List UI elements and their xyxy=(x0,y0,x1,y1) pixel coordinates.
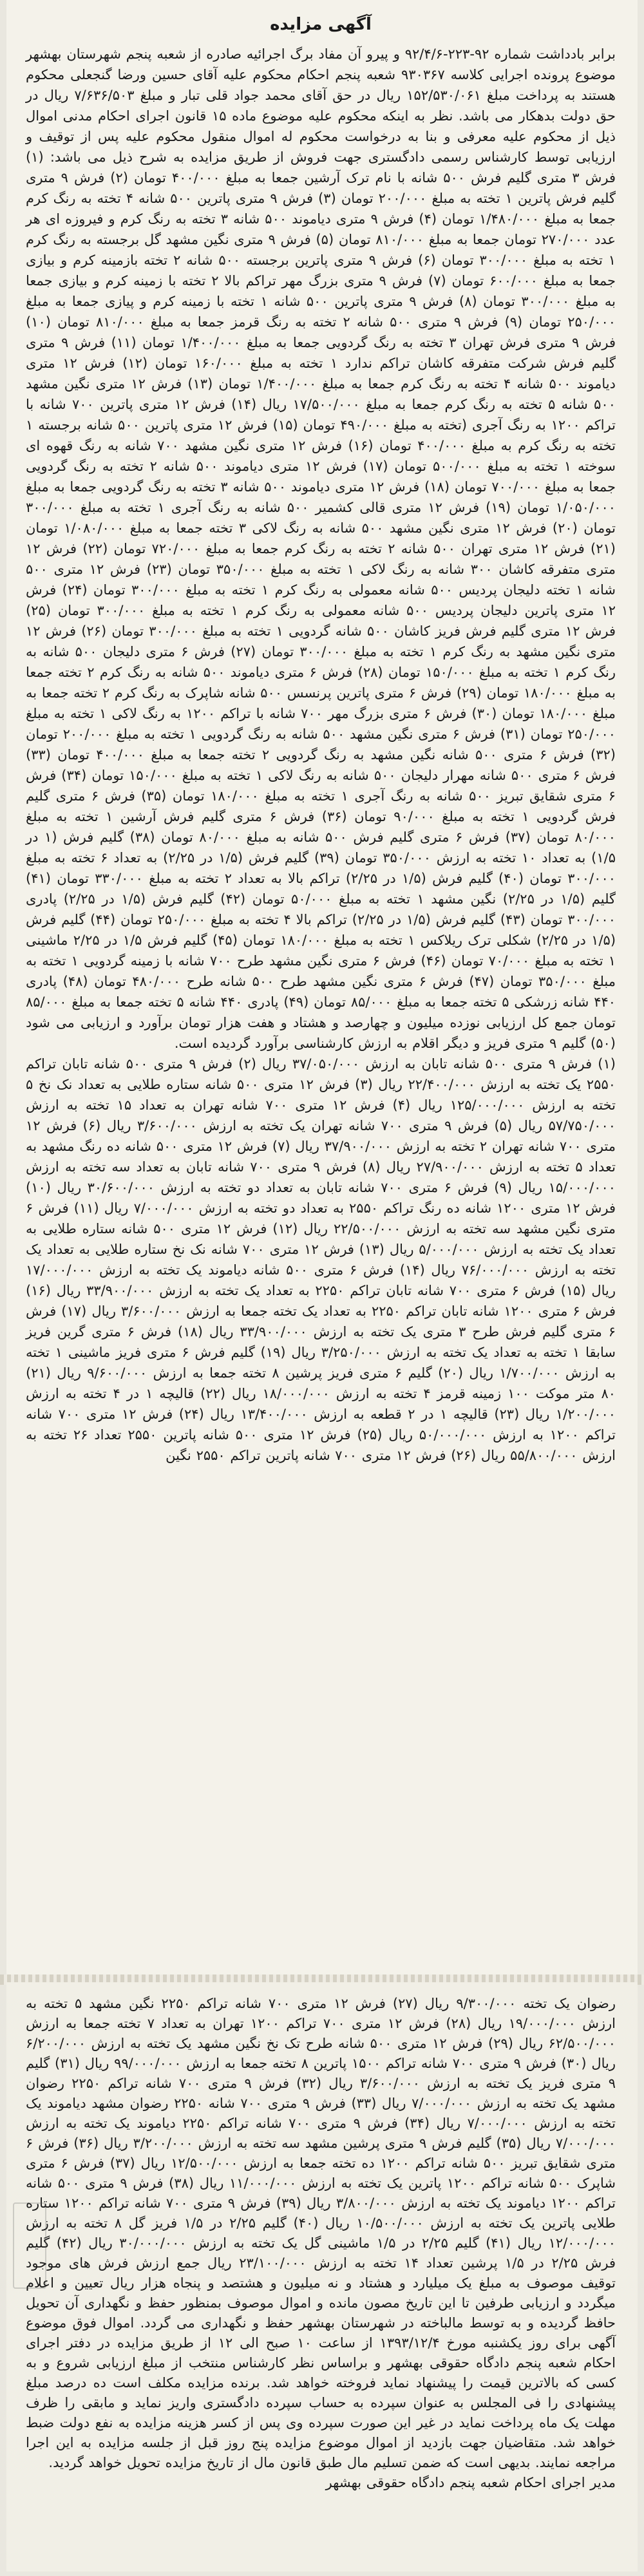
continuation-paragraph: رضوان یک تخته ۹/۳۰۰/۰۰۰ ریال (۲۷) فرش ۱۲ متری ۷۰۰ شانه تراکم ۲۲۵۰ نگین مشهد ۵ تخته به ارزش ۱۹/۰۰۰/۰۰۰ ریال (۲۸) فرش ۱۲ متری ۷۰۰ تراکم ۱۲۰۰ تهران به تعداد ۷ تخته جمعا به ارزش ۶۲/۵۰۰/۰۰۰ ریال (۲۹) فرش ۱۲ متری ۵۰۰ شانه طرح تک نخ نگین مشهد یک تخته به ارزش ۶/۲۰۰/۰۰۰ ریال (۳۰) فرش ۹ متری ۷۰۰ شانه تراکم ۱۵۰۰ پاترین ۸ تخته جمعا به ارزش ۹۹/۰۰۰/۰۰۰ ریال (۳۱) گلیم ۹ متری فریز یک تخته به ارزش ۳/۶۰۰/۰۰۰ ریال (۳۲) فرش ۹ متری ۷۰۰ شانه تراکم ۲۲۵۰ رضوان مشهد یک تخته به ارزش ۷/۰۰۰/۰۰۰ ریال (۳۳) فرش ۹ متری ۷۰۰ شانه ۲۲۵۰ رضوان مشهد دیاموند یک تخته به ارزش ۷/۰۰۰/۰۰۰ ریال (۳۴) فرش ۹ متری ۷۰۰ شانه تراکم ۲۲۵۰ دیاموند یک تخته به ارزش ۷/۰۰۰/۰۰۰ ریال (۳۵) گلیم فرش ۹ متری پرشین مشهد سه تخته به ارزش ۳/۲۰۰/۰۰۰ ریال (۳۶) فرش ۶ متری شقایق تبریز ۵۰۰ شانه تراکم ۱۲۰۰ ده تخته جمعا به ارزش ۱۲/۵۰۰/۰۰۰ ریال (۳۷) فرش ۶ متری شاپرک ۵۰۰ شانه تراکم ۱۲۰۰ پاترین یک تخته به ارزش ۱۱/۰۰۰/۰۰۰ ریال (۳۸) فرش ۹ متری ۵۰۰ شانه تراکم ۱۲۰۰ دیاموند یک تخته به ارزش ۳/۸۰۰/۰۰۰ ریال (۳۹) فرش ۹ متری ۷۰۰ شانه تراکم ۱۲۰۰ ستاره طلایی پاترین یک تخته به ارزش ۱۰/۵۰۰/۰۰۰ ریال (۴۰) گلیم ۲/۲۵ در ۱/۵ فریز گل ۸ تخته به ارزش ۱۲/۰۰۰/۰۰۰ ریال (۴۱) گلیم ۲/۲۵ در ۱/۵ ماشینی گل یک تخته به ارزش ۳۰/۰۰۰/۰۰۰ ریال (۴۲) گلیم فرش ۲/۲۵ در ۱/۵ پرشین تعداد ۱۴ تخته به ارزش ۲۳/۱۰۰/۰۰۰ ریال جمع ارزش فرش های موجود توقیف موصوف به مبلغ یک میلیارد و هشتاد و نه میلیون و هشتصد و پنجاه هزار ریال تعیین و اعلام میگردد و ارزیابی طرفین تا این تاریخ مصون مانده و اموال موصوف بمنظور حفظ و نگهداری آن تحویل حافظ گردیده و به توسط مالباخته در شهرستان بهشهر حفظ و نگهداری می گردد. اموال فوق موضوع آگهی برای روز یکشنبه مورخ ۱۳۹۳/۱۲/۴ از ساعت ۱۰ صبح الی ۱۲ از طریق مزایده در دفتر اجرای احکام شعبه پنجم دادگاه حقوقی بهشهر و براساس نظر کارشناس منتخب از مبلغ ارزیابی شروع و به کسی که بالاترین قیمت را پیشنهاد نماید فروخته خواهد شد. برنده مزایده مکلف است ده درصد مبلغ پیشنهادی را فی المجلس به عنوان سپرده به حساب سپرده دادگستری واریز نماید و مابقی را ظرف مهلت یک ماه پرداخت نماید در غیر این صورت سپرده وی پس از کسر هزینه مزایده به نفع دولت ضبط خواهد شد. متقاضیان جهت بازدید از اموال موضوع مزایده پنج روز قبل از جلسه مزایده به این اجرا مراجعه نمایند. بدیهی است که ضمن تسلیم مال طبق قانون مال از تاریخ مزایده تحویل خواهد گردید. xyxy=(26,1996,616,2470)
notice-title: آگهی مزایده xyxy=(270,15,372,34)
stamp-mark xyxy=(13,2202,46,2289)
notice-continuation-clipping xyxy=(6,1982,638,2571)
auction-notice-clipping xyxy=(6,0,638,1980)
notice-paragraph-2: (۱) فرش ۹ متری ۵۰۰ شانه تابان به ارزش ۳۷/۰۵۰/۰۰۰ ریال (۲) فرش ۹ متری ۵۰۰ شانه تابان تراکم ۲۵۵۰ یک تخته به ارزش ۲۲/۴۰۰/۰۰۰ ریال (۳) فرش ۱۲ متری ۵۰۰ شانه ستاره طلایی به تعداد نک نخ ۵ تخته به ارزش ۱۲۵/۰۰۰/۰۰۰ ریال (۴) فرش ۱۲ متری ۷۰۰ شانه تهران به تعداد ۱۵ تخته به ارزش ۵۷/۷۵۰/۰۰۰ ریال (۵) فرش ۹ متری ۷۰۰ شانه تهران یک تخته به ارزش ۳/۶۰۰/۰۰۰ ریال (۶) فرش ۱۲ متری ۷۰۰ شانه تهران ۲ تخته به ارزش ۳۷/۹۰۰/۰۰۰ ریال (۷) فرش ۱۲ متری ۵۰۰ شانه ده رنگ مشهد به تعداد ۵ تخته به ارزش ۲۷/۹۰۰/۰۰۰ ریال (۸) فرش ۹ متری ۷۰۰ شانه تابان به تعداد سه تخته به ارزش ۱۵/۰۰۰/۰۰۰ ریال (۹) فرش ۶ متری ۷۰۰ شانه تابان به تعداد دو تخته به ارزش ۳۰/۶۰۰/۰۰۰ ریال (۱۰) فرش ۱۲ متری ۱۲۰۰ شانه ده رنگ تراکم ۲۵۵۰ به تعداد دو تخته به ارزش ۷/۰۰۰/۰۰۰ ریال (۱۱) فرش ۶ متری نگین مشهد سه تخته به ارزش ۲۲/۵۰۰/۰۰۰ ریال (۱۲) فرش ۱۲ متری ۵۰۰ شانه ستاره طلایی به تعداد یک تخته به ارزش ۵/۰۰۰/۰۰۰ ریال (۱۳) فرش ۱۲ متری ۷۰۰ شانه نک نخ ستاره طلایی به تعداد یک تخته به ارزش ۷۶/۰۰۰/۰۰۰ ریال (۱۴) فرش ۶ متری ۵۰۰ شانه دیاموند یک تخته به ارزش ۱۷/۰۰۰/۰۰۰ ریال (۱۵) فرش ۶ متری ۷۰۰ شانه تابان تراکم ۲۲۵۰ به تعداد یک تخته به ارزش ۳۳/۹۰۰/۰۰۰ ریال (۱۶) فرش ۶ متری ۱۲۰۰ شانه تابان تراکم ۲۲۵۰ به تعداد یک تخته جمعا به ارزش ۳/۶۰۰/۰۰۰ ریال (۱۷) فرش ۶ متری گلیم فرش طرح ۳ متری یک تخته به ارزش ۳۳/۹۰۰/۰۰۰ ریال (۱۸) فرش ۶ متری گرین فریز سابقا ۱ تخته به تعداد یک تخته به ارزش ۳/۲۵۰/۰۰۰ ریال (۱۹) گلیم فرش ۶ متری فریز ماشینی ۱ تخته به ارزش ۱/۷۰۰/۰۰۰ ریال (۲۰) گلیم ۶ متری فریز پرشین ۸ تخته جمعا به ارزش ۹/۶۰۰/۰۰۰ ریال (۲۱) ۸۰ متر موکت ۱۰۰ زمینه قرمز ۴ تخته به ارزش ۱۸/۰۰۰/۰۰۰ ریال (۲۲) قالیچه ۱ در ۴ تخته به ارزش ۱/۲۰۰/۰۰۰ ریال (۲۳) قالیچه ۱ در ۲ قطعه به ارزش ۱۳/۴۰۰/۰۰۰ ریال (۲۴) فرش ۱۲ متری ۷۰۰ شانه تراکم ۱۲۰۰ به ارزش ۵۰/۰۰۰/۰۰۰ ریال (۲۵) فرش ۱۲ متری ۵۰۰ شانه پاترین ۲۵۵۰ تعداد ۲۶ تخته به ارزش ۵۵/۸۰۰/۰۰۰ ریال (۲۶) فرش ۱۲ متری ۷۰۰ شانه پاترین تراکم ۲۵۵۰ نگین xyxy=(26,1056,616,1463)
notice-paragraph-1: برابر بادداشت شماره ۹۲-۲۲۳-۹۲/۴/۶ و پیرو آن مفاد برگ اجرائیه صادره از شعبه پنجم شهرستان بهشهر موضوع پرونده اجرایی کلاسه ۹۳۰۳۶۷ شعبه پنجم احکام محکوم علیه آقای حسین ورضا گنجعلی محکوم هستند به پرداخت مبلغ ۱۵۲/۵۳۰/۰۶۱ ریال در حق آقای محمد جواد قلی تبار و مبلغ ۷/۶۳۶/۵۰۳ ریال در حق دولت بدهکار می باشد. نظر به اینکه محکوم علیه موضوع ماده ۱۵ قانون اجرای احکام مدنی اموال ذیل از محکوم علیه معرفی و بنا به درخواست محکوم له اموال منقول محکوم علیه پس از توقیف و ارزیابی توسط کارشناس رسمی دادگستری جهت فروش از طریق مزایده به شرح ذیل می باشد: (۱) فرش ۳ متری گلیم فرش ۵۰۰ شانه با نام ترک آرشین جمعا به مبلغ ۴۰۰/۰۰۰ تومان (۲) فرش ۹ متری گلیم فرش پاترین ۱ تخته به مبلغ ۲۰۰/۰۰۰ تومان (۳) فرش ۹ متری پاترین ۵۰۰ شانه ۴ تخته به رنگ کرم جمعا به مبلغ ۱/۴۸۰/۰۰۰ تومان (۴) فرش ۹ متری دیاموند ۵۰۰ شانه ۳ تخته به رنگ کرم و فیروزه ای هر عدد ۲۷۰/۰۰۰ تومان جمعا به مبلغ ۸۱۰/۰۰۰ تومان (۵) فرش ۹ متری نگین مشهد گل برجسته به رنگ کرم ۱ تخته به مبلغ ۳۰۰/۰۰۰ تومان (۶) فرش ۹ متری پاترین برجسته ۵۰۰ شانه ۲ تخته بازمینه کرم و بیازی جمعا به مبلغ ۶۰۰/۰۰۰ تومان (۷) فرش ۹ متری بزرگ مهر تراکم بالا ۲ تخته با زمینه کرم و بیازی جمعا به مبلغ ۳۰۰/۰۰۰ تومان (۸) فرش ۹ متری پاترین ۵۰۰ شانه ۱ تخته با زمینه کرم و پیازی جمعا به مبلغ ۲۵۰/۰۰۰ تومان (۹) فرش ۹ متری ۵۰۰ شانه ۲ تخته به رنگ قرمز جمعا به مبلغ ۸۱۰/۰۰۰ تومان (۱۰) فرش ۹ متری فرش تهران ۳ تخته به رنگ گردویی جمعا به مبلغ ۱/۴۰۰/۰۰۰ تومان (۱۱) فرش ۹ متری گلیم فرش شرکت متفرقه کاشان تراکم ندارد ۱ تخته به مبلغ ۱۶۰/۰۰۰ تومان (۱۲) فرش ۱۲ متری دیاموند ۵۰۰ شانه ۴ تخته به رنگ کرم جمعا به مبلغ ۱/۴۰۰/۰۰۰ تومان (۱۳) فرش ۱۲ متری نگین مشهد ۵۰۰ شانه ۵ تخته به رنگ کرم جمعا به مبلغ ۱۷/۵۰۰/۰۰۰ ریال (۱۴) فرش ۱۲ متری پاترین ۷۰۰ شانه با تراکم ۱۲۰۰ به رنگ آجری (تخته به مبلغ ۴۹۰/۰۰۰ تومان (۱۵) فرش ۱۲ متری پاترین ۵۰۰ شانه برجسته ۱ تخته به رنگ کرم به مبلغ ۴۰۰/۰۰۰ تومان (۱۶) فرش ۱۲ متری نگین مشهد ۷۰۰ شانه به رنگ قهوه ای سوخته ۱ تخته به مبلغ ۵۰۰/۰۰۰ تومان (۱۷) فرش ۱۲ متری دیاموند ۵۰۰ شانه ۲ تخته به رنگ گردویی جمعا به مبلغ ۷۰۰/۰۰۰ تومان (۱۸) فرش ۱۲ متری دیاموند ۵۰۰ شانه ۳ تخته به رنگ گردویی جمعا به مبلغ ۱/۰۵۰/۰۰۰ تومان (۱۹) فرش ۱۲ متری قالی کشمیر ۵۰۰ شانه به رنگ آجری ۱ تخته به مبلغ ۳۰۰/۰۰۰ تومان (۲۰) فرش ۱۲ متری نگین مشهد ۵۰۰ شانه به رنگ لاکی ۳ تخته جمعا به مبلغ ۱/۰۸۰/۰۰۰ تومان (۲۱) فرش ۱۲ متری تهران ۵۰۰ شانه ۲ تخته به رنگ کرم جمعا به مبلغ ۷۲۰/۰۰۰ تومان (۲۲) فرش ۱۲ متری متفرقه کاشان ۳۰۰ شانه به رنگ لاکی ۱ تخته به مبلغ ۳۵۰/۰۰۰ تومان (۲۳) فرش ۱۲ متری ۵۰۰ شانه ۱ تخته دلیجان پردیس ۵۰۰ شانه معمولی به رنگ کرم ۱ تخته به مبلغ ۳۰۰/۰۰۰ تومان (۲۴) فرش ۱۲ متری پاترین دلیجان پردیس ۵۰۰ شانه معمولی به رنگ کرم ۱ تخته به مبلغ ۳۰۰/۰۰۰ تومان (۲۵) فرش ۱۲ متری گلیم فرش فریز کاشان ۵۰۰ شانه گردویی ۱ تخته به مبلغ ۳۰۰/۰۰۰ تومان (۲۶) فرش ۱۲ متری نگین مشهد به رنگ کرم ۱ تخته به مبلغ ۳۰۰/۰۰۰ تومان (۲۷) فرش ۶ متری دلیجان ۵۰۰ شانه به رنگ کرم ۱ تخته به مبلغ ۱۵۰/۰۰۰ تومان (۲۸) فرش ۶ متری دیاموند ۵۰۰ شانه به رنگ کرم ۲ تخته جمعا به مبلغ ۱۸۰/۰۰۰ تومان (۲۹) فرش ۶ متری پاترین پرنسس ۵۰۰ شانه شاپرک به رنگ کرم ۲ تخته جمعا به مبلغ ۱۸۰/۰۰۰ تومان (۳۰) فرش ۶ متری بزرگ مهر ۷۰۰ شانه با تراکم ۱۲۰۰ به رنگ لاکی ۱ تخته به مبلغ ۲۵۰/۰۰۰ تومان (۳۱) فرش ۶ متری نگین مشهد ۵۰۰ شانه به رنگ گردویی ۱ تخته به مبلغ ۲۰۰/۰۰۰ تومان (۳۲) فرش ۶ متری ۵۰۰ شانه نگین مشهد به رنگ گردویی ۲ تخته جمعا به مبلغ ۴۰۰/۰۰۰ تومان (۳۳) فرش ۶ متری ۵۰۰ شانه مهرار دلیجان ۵۰۰ شانه به رنگ لاکی ۱ تخته به مبلغ ۱۵۰/۰۰۰ تومان (۳۴) فرش ۶ متری شقایق تبریز ۵۰۰ شانه به رنگ آجری ۱ تخته به مبلغ ۱۸۰/۰۰۰ تومان (۳۵) فرش ۶ متری گلیم فرش گردویی ۱ تخته به مبلغ ۹۰/۰۰۰ تومان (۳۶) فرش ۶ متری گلیم فرش آرشین ۱ تخته به مبلغ ۸۰/۰۰۰ تومان (۳۷) فرش ۶ متری گلیم فرش ۵۰۰ شانه به مبلغ ۸۰/۰۰۰ تومان (۳۸) گلیم فرش (۱ در ۱/۵) به تعداد ۱۰ تخته به ارزش ۳۵۰/۰۰۰ تومان (۳۹) گلیم فرش (۱/۵ در ۲/۲۵) به تعداد ۶ تخته به مبلغ ۳۰۰/۰۰۰ تومان (۴۰) گلیم فرش (۱/۵ در ۲/۲۵) تراکم بالا به تعداد ۲ تخته به مبلغ ۳۳۰/۰۰۰ تومان (۴۱) گلیم (۱/۵ در ۲/۲۵) نگین مشهد ۱ تخته به مبلغ ۵۰/۰۰۰ تومان (۴۲) گلیم فرش (۱/۵ در ۲/۲۵) پادری ۳۰۰/۰۰۰ تومان (۴۳) گلیم فرش (۱/۵ در ۲/۲۵) تراکم بالا ۴ تخته به مبلغ ۲۵۰/۰۰۰ تومان (۴۴) گلیم فرش (۱/۵ در ۲/۲۵) شکلی ترک ریلاکس ۱ تخته به مبلغ ۱۸۰/۰۰۰ تومان (۴۵) گلیم فرش ۱/۵ در ۲/۲۵ ماشینی ۱ تخته به مبلغ ۷۰/۰۰۰ تومان (۴۶) فرش ۶ متری نگین مشهد طرح ۷۰۰ شانه با زمینه گردویی ۱ تخته به مبلغ ۳۵۰/۰۰۰ تومان (۴۷) فرش ۶ متری نگین مشهد طرح ۵۰۰ شانه طرح ۴۸۰/۰۰۰ تومان (۴۸) پادری ۴۴۰ شانه زرشکی ۵ تخته جمعا به مبلغ ۸۵/۰۰۰ تومان (۴۹) پادری ۴۴۰ شانه ۵ تخته جمعا به مبلغ ۸۵/۰۰۰ تومان جمع کل ارزیابی نوزده میلیون و چهارصد و هشتاد و هفت هزار تومان برآورد و ارزیابی می شود (۵۰) گلیم ۹ متری فریز و دیگر اقلام به ارزش کارشناسی برآورد گردیده است. xyxy=(26,46,616,1051)
signature-line: مدیر اجرای احکام شعبه پنجم دادگاه حقوقی بهشهر xyxy=(325,2475,616,2490)
